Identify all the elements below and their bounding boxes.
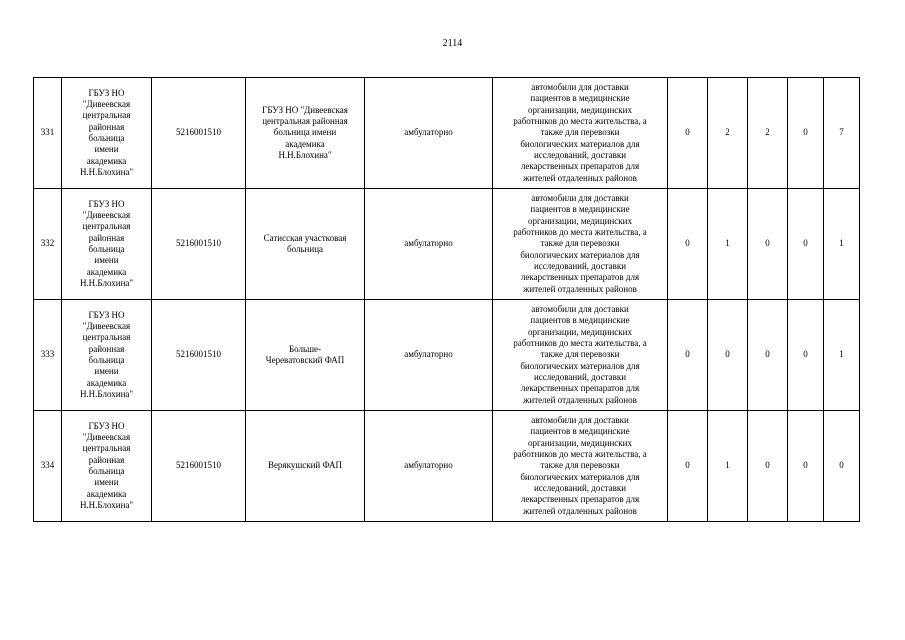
value-cell: 1 bbox=[824, 189, 860, 300]
value-cell: 0 bbox=[788, 78, 824, 189]
organization-name: ГБУЗ НО "Дивеевская центральная районная больница имени академика Н.Н.Блохина" bbox=[62, 78, 152, 189]
row-number: 332 bbox=[34, 189, 62, 300]
value-cell: 1 bbox=[708, 189, 748, 300]
value-cell: 0 bbox=[748, 411, 788, 522]
table-row bbox=[34, 300, 860, 411]
subdivision-name: Верякушский ФАП bbox=[246, 411, 365, 522]
value-cell: 0 bbox=[748, 300, 788, 411]
subdivision-name: Больше- Череватовский ФАП bbox=[246, 300, 365, 411]
value-cell: 1 bbox=[824, 300, 860, 411]
table-row bbox=[34, 78, 860, 189]
value-cell: 0 bbox=[668, 300, 708, 411]
care-type: амбулаторно bbox=[365, 300, 493, 411]
care-type: амбулаторно bbox=[365, 78, 493, 189]
vehicle-purpose: автомобили для доставки пациентов в медицинские организации, медицинских работников до места жительства, а также для перевозки биологических материалов для исследований, доставки лекарственных препаратов для жителей отдаленных районов bbox=[493, 300, 668, 411]
value-cell: 0 bbox=[788, 189, 824, 300]
care-type: амбулаторно bbox=[365, 411, 493, 522]
vehicle-purpose: автомобили для доставки пациентов в медицинские организации, медицинских работников до места жительства, а также для перевозки биологических материалов для исследований, доставки лекарственных препаратов для жителей отдаленных районов bbox=[493, 411, 668, 522]
table-row bbox=[34, 411, 860, 522]
value-cell: 0 bbox=[708, 300, 748, 411]
organization-name: ГБУЗ НО "Дивеевская центральная районная больница имени академика Н.Н.Блохина" bbox=[62, 411, 152, 522]
value-cell: 1 bbox=[708, 411, 748, 522]
vehicle-purpose: автомобили для доставки пациентов в медицинские организации, медицинских работников до места жительства, а также для перевозки биологических материалов для исследований, доставки лекарственных препаратов для жителей отдаленных районов bbox=[493, 78, 668, 189]
vehicle-purpose: автомобили для доставки пациентов в медицинские организации, медицинских работников до места жительства, а также для перевозки биологических материалов для исследований, доставки лекарственных препаратов для жителей отдаленных районов bbox=[493, 189, 668, 300]
value-cell: 0 bbox=[748, 189, 788, 300]
inn-cell: 5216001510 bbox=[152, 189, 246, 300]
value-cell: 0 bbox=[788, 300, 824, 411]
value-cell: 0 bbox=[824, 411, 860, 522]
register-table bbox=[33, 77, 860, 522]
row-number: 334 bbox=[34, 411, 62, 522]
subdivision-name: ГБУЗ НО "Дивеевская центральная районная больница имени академика Н.Н.Блохина" bbox=[246, 78, 365, 189]
inn-cell: 5216001510 bbox=[152, 78, 246, 189]
inn-cell: 5216001510 bbox=[152, 411, 246, 522]
table-row bbox=[34, 189, 860, 300]
row-number: 331 bbox=[34, 78, 62, 189]
value-cell: 7 bbox=[824, 78, 860, 189]
inn-cell: 5216001510 bbox=[152, 300, 246, 411]
organization-name: ГБУЗ НО "Дивеевская центральная районная больница имени академика Н.Н.Блохина" bbox=[62, 189, 152, 300]
organization-name: ГБУЗ НО "Дивеевская центральная районная больница имени академика Н.Н.Блохина" bbox=[62, 300, 152, 411]
value-cell: 0 bbox=[668, 78, 708, 189]
value-cell: 2 bbox=[708, 78, 748, 189]
value-cell: 0 bbox=[668, 189, 708, 300]
value-cell: 2 bbox=[748, 78, 788, 189]
row-number: 333 bbox=[34, 300, 62, 411]
care-type: амбулаторно bbox=[365, 189, 493, 300]
value-cell: 0 bbox=[788, 411, 824, 522]
value-cell: 0 bbox=[668, 411, 708, 522]
page-number: 2114 bbox=[442, 38, 463, 49]
subdivision-name: Сатисская участковая больница bbox=[246, 189, 365, 300]
